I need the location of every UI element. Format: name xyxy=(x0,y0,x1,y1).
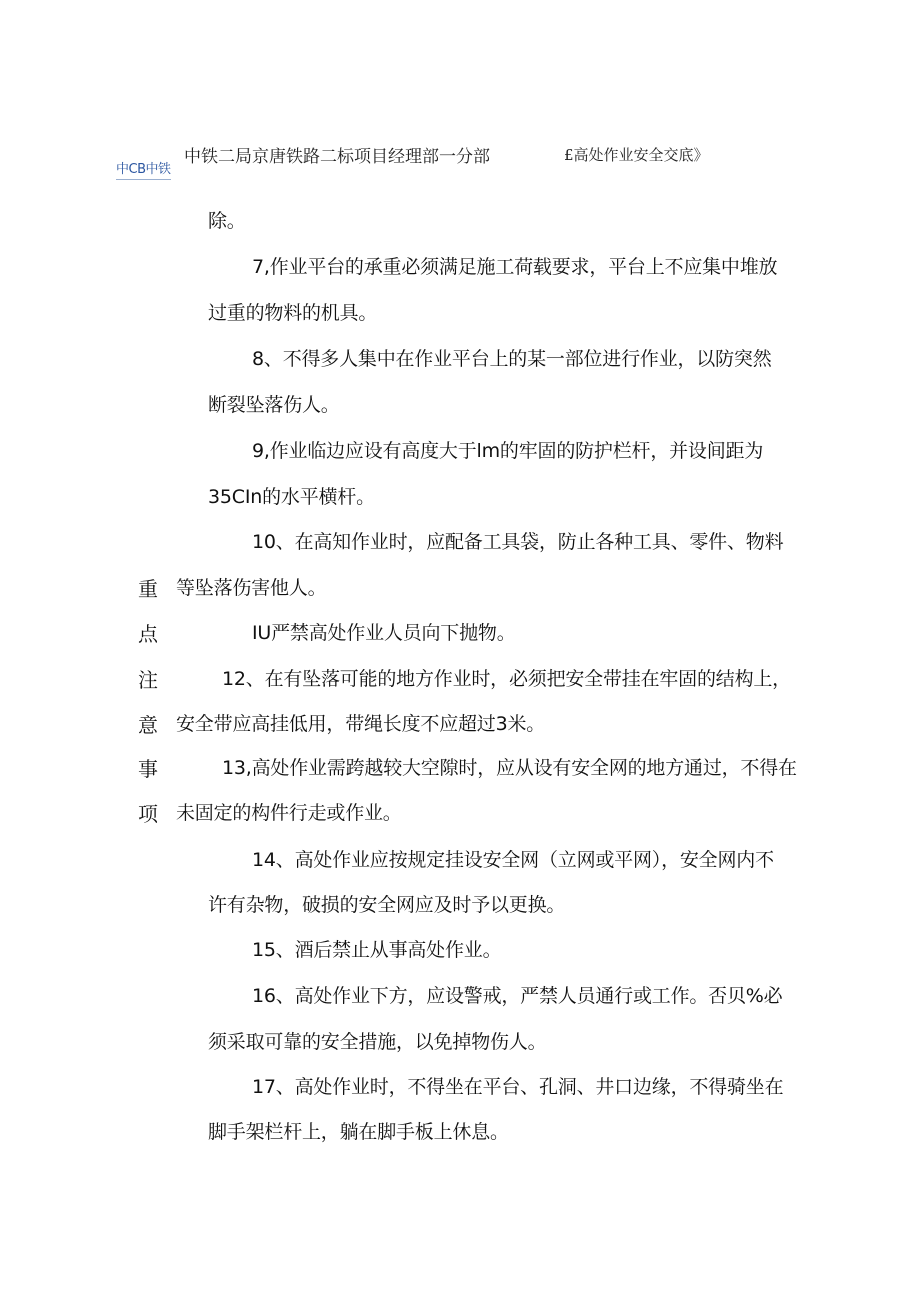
side-label-char: 点 xyxy=(138,622,158,646)
body-line: 8、不得多人集中在作业平台上的某一部位进行作业，以防突然 xyxy=(252,348,772,370)
body-line: 脚手架栏杆上，躺在脚手板上休息。 xyxy=(208,1121,509,1143)
body-line: 14、高处作业应按规定挂设安全网（立网或平网），安全网内不 xyxy=(252,849,774,871)
body-line: 7,作业平台的承重必须满足施工荷载要求，平台上不应集中堆放 xyxy=(252,256,778,278)
body-line: 16、高处作业下方，应设警戒，严禁人员通行或工作。否贝%必 xyxy=(252,985,783,1007)
body-line: 13,高处作业需跨越较大空隙时，应从设有安全网的地方通过，不得在 xyxy=(222,757,797,779)
header-organization: 中铁二局京唐铁路二标项目经理部一分部 xyxy=(184,147,490,167)
side-label-char: 事 xyxy=(138,757,158,781)
body-line: 未固定的构件行走或作业。 xyxy=(176,802,402,824)
body-line: 35CIn的水平横杆。 xyxy=(208,486,375,508)
side-label-char: 重 xyxy=(138,577,158,601)
body-line: 10、在高知作业时，应配备工具袋，防止各种工具、零件、物料 xyxy=(252,531,784,553)
body-line: 断裂坠落伤人。 xyxy=(208,394,340,416)
body-line: 17、高处作业时，不得坐在平台、孔洞、井口边缘，不得骑坐在 xyxy=(252,1076,784,1098)
side-label-char: 注 xyxy=(138,668,158,692)
header-document-title: £高处作业安全交底》 xyxy=(564,146,709,164)
body-line: 须采取可靠的安全措施，以免掉物伤人。 xyxy=(208,1031,547,1053)
body-line: 除。 xyxy=(208,210,246,232)
side-label-char: 意 xyxy=(138,713,158,737)
side-label-char: 项 xyxy=(138,802,158,826)
body-line: 9,作业临边应设有高度大于lm的牢固的防护栏杆，并设间距为 xyxy=(252,440,764,462)
body-line: 12、在有坠落可能的地方作业时，必须把安全带挂在牢固的结构上， xyxy=(222,668,791,690)
body-line: 15、酒后禁止从事高处作业。 xyxy=(252,939,502,961)
body-line: 许有杂物，破损的安全网应及时予以更换。 xyxy=(208,894,566,916)
body-line: 过重的物料的机具。 xyxy=(208,302,378,324)
company-logo: 中CB中铁 xyxy=(116,158,171,180)
body-line: IU严禁高处作业人员向下抛物。 xyxy=(252,622,516,644)
body-line: 等坠落伤害他人。 xyxy=(176,577,327,599)
body-line: 安全带应高挂低用，带绳长度不应超过3米。 xyxy=(176,713,546,735)
